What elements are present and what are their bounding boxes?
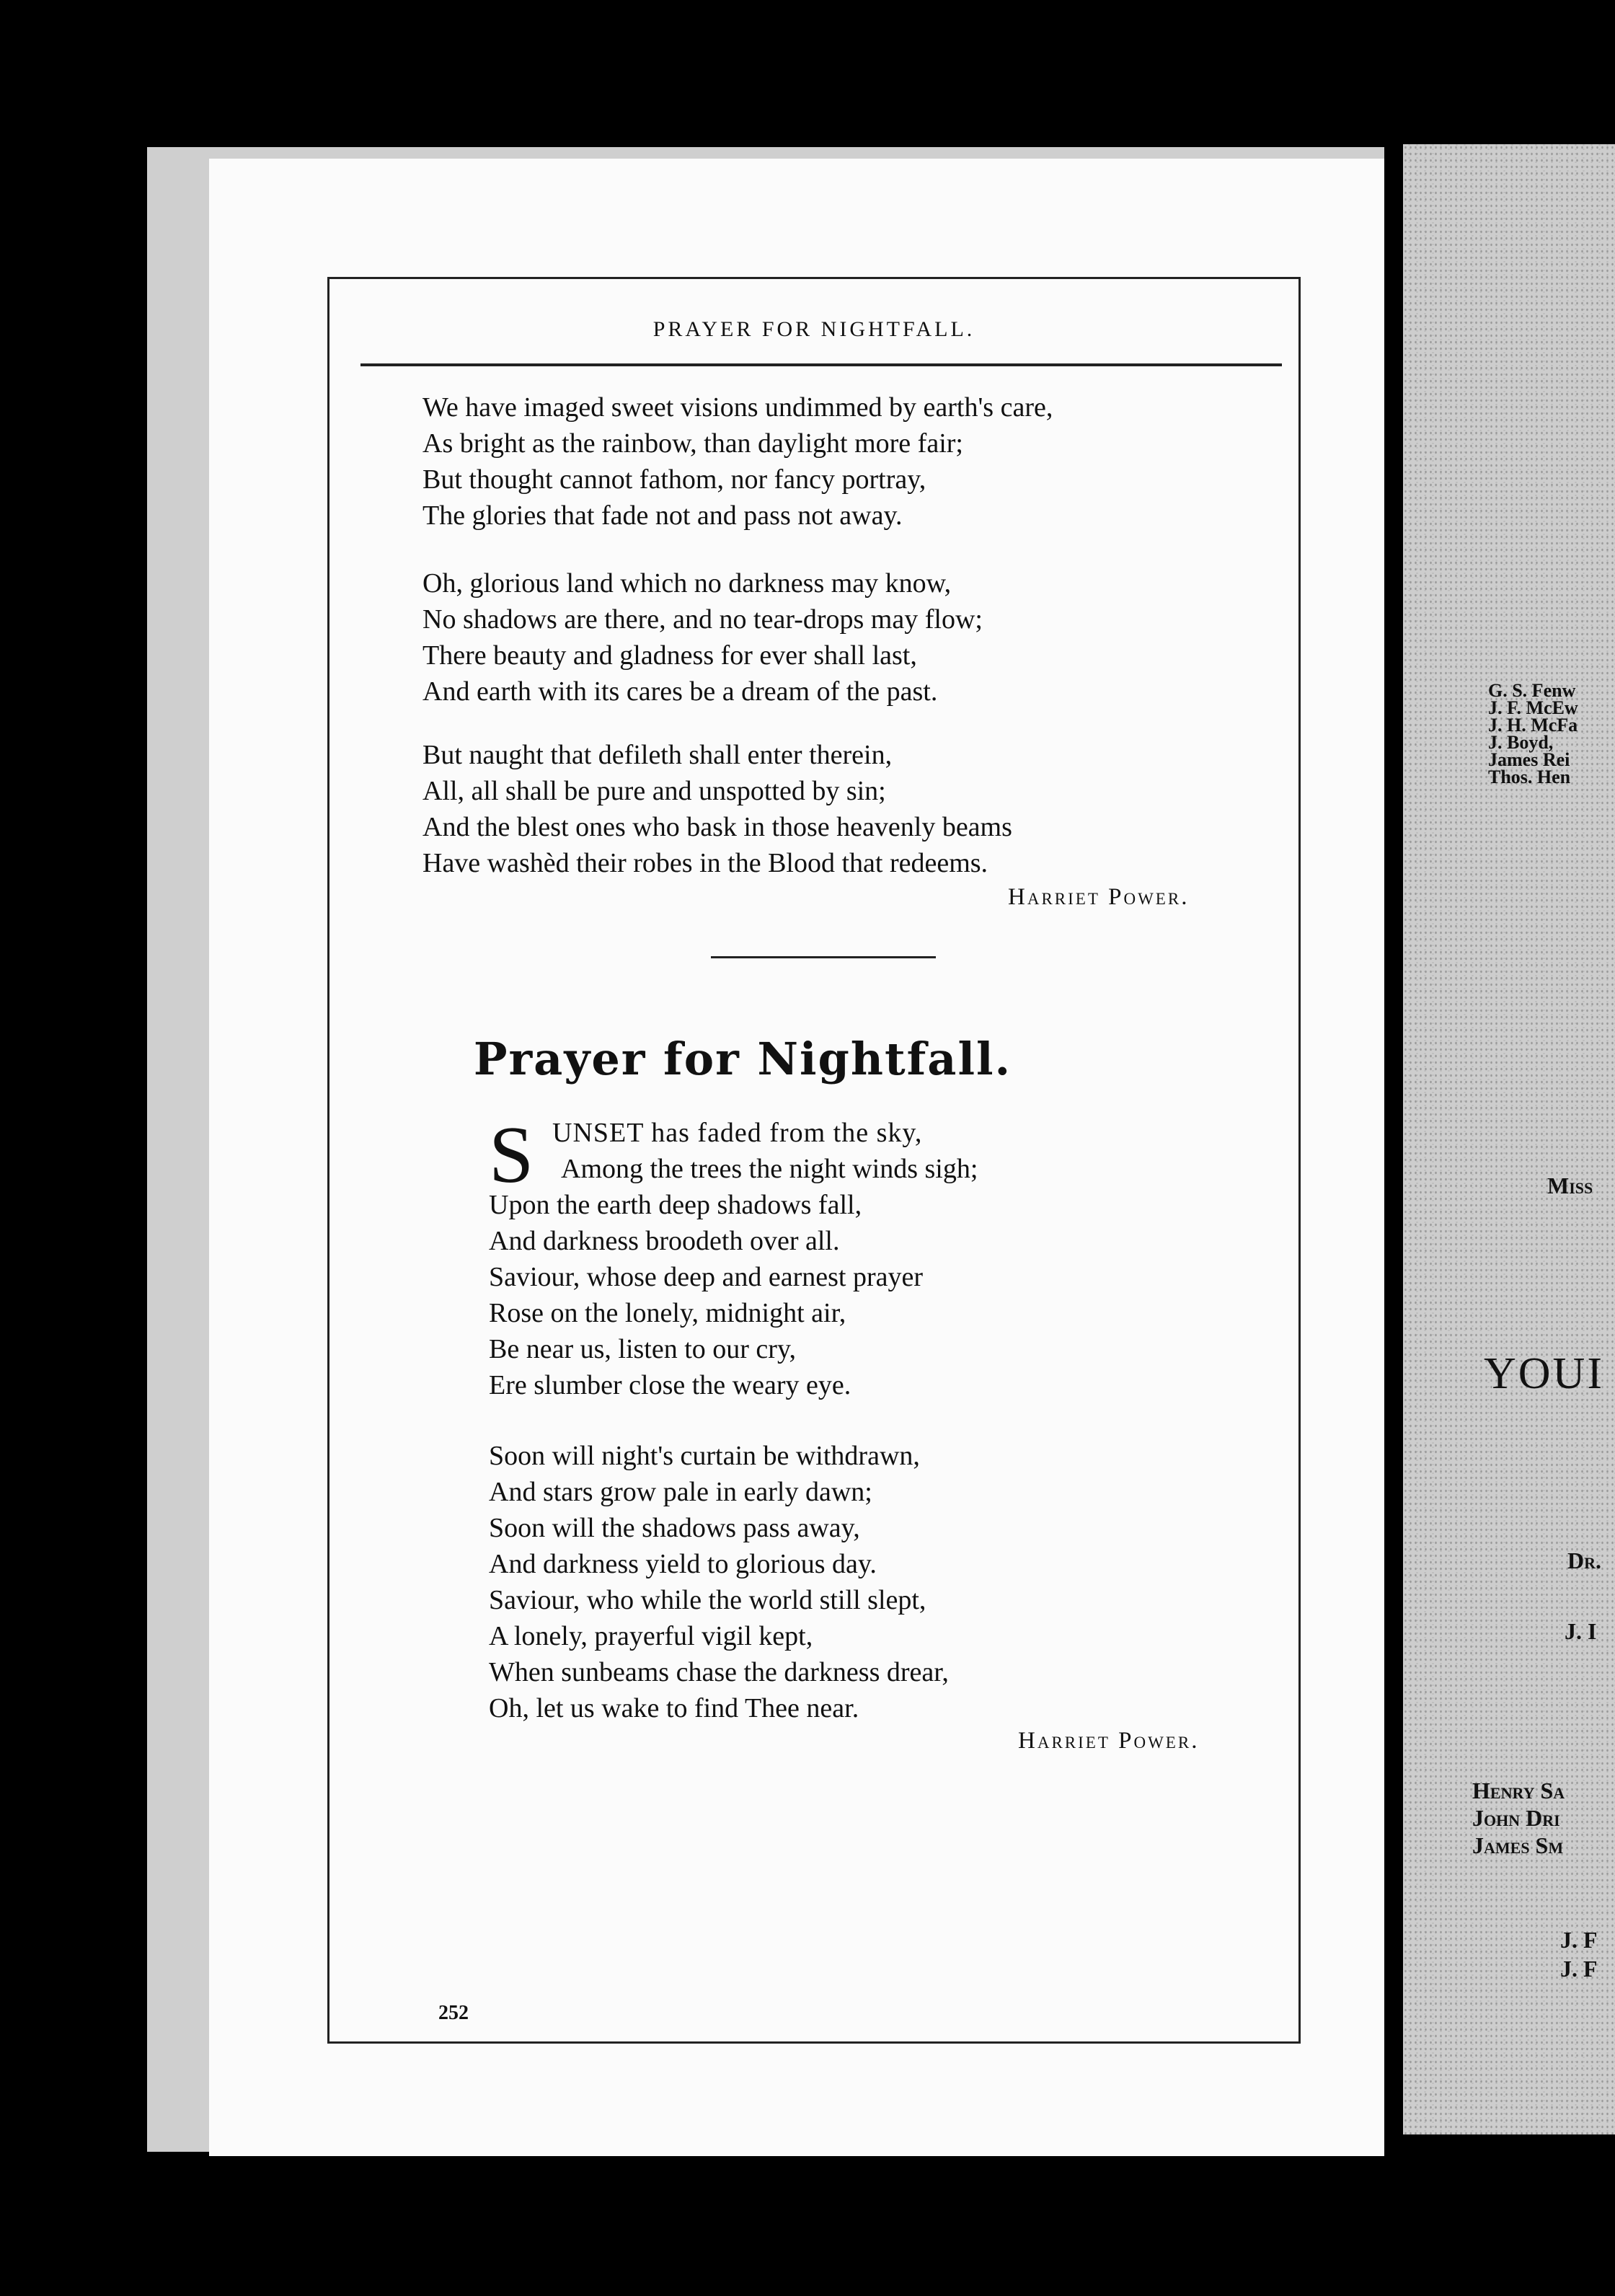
poem2-stanza-1 xyxy=(489,1187,923,1403)
page-number: 252 xyxy=(438,2002,469,2024)
poem-line: But naught that defileth shall enter therein, xyxy=(422,740,893,770)
poem-line: All, all shall be pure and unspotted by sin; xyxy=(422,776,886,806)
list-item: J. H. McFa xyxy=(1488,715,1578,736)
head-rule xyxy=(360,363,1282,366)
poem-line: Oh, glorious land which no darkness may know, xyxy=(422,568,952,599)
poem-line: When sunbeams chase the darkness drear, xyxy=(489,1657,949,1687)
list-item: J. F xyxy=(1560,1956,1598,1982)
poem1-stanza-2 xyxy=(422,565,983,710)
opposite-dr: Dr. xyxy=(1567,1547,1601,1573)
list-item: Thos. Hen xyxy=(1488,767,1571,787)
list-item: G. S. Fenw xyxy=(1488,680,1576,701)
section-divider xyxy=(711,956,936,958)
poem-line: Be near us, listen to our cry, xyxy=(489,1334,796,1364)
poem-line: Upon the earth deep shadows fall, xyxy=(489,1190,862,1220)
poem-line: UNSET has faded from the sky, xyxy=(552,1118,923,1148)
poem-line: And darkness yield to glorious day. xyxy=(489,1549,877,1579)
poem-line: Soon will the shadows pass away, xyxy=(489,1513,860,1543)
poem-line: There beauty and gladness for ever shall last, xyxy=(422,640,917,671)
opposite-name-group xyxy=(1560,1925,1598,1983)
list-item: J. F xyxy=(1560,1927,1598,1953)
poem-line: Saviour, who while the world still slept, xyxy=(489,1585,926,1615)
list-item: James Rei xyxy=(1488,749,1570,770)
opposite-j: J. I xyxy=(1565,1618,1597,1644)
poem-line: We have imaged sweet visions undimmed by earth's care, xyxy=(422,392,1053,423)
poem2-title: Prayer for Nightfall. xyxy=(473,1033,1012,1085)
poem-line: But thought cannot fathom, nor fancy portray, xyxy=(422,464,926,495)
poem2-stanza-2 xyxy=(489,1438,949,1726)
poem2-author: Harriet Power. xyxy=(1018,1728,1200,1754)
poem1-stanza-1 xyxy=(422,389,1053,534)
list-item: J. Boyd, xyxy=(1488,732,1554,753)
poem-line: Saviour, whose deep and earnest prayer xyxy=(489,1262,924,1292)
opposite-name-list xyxy=(1488,682,1578,786)
list-item: Henry Sa xyxy=(1472,1778,1565,1803)
poem-line: Ere slumber close the weary eye. xyxy=(489,1370,851,1400)
poem2-first-line xyxy=(552,1115,922,1151)
drop-cap: S xyxy=(489,1111,534,1200)
poem-line: And the blest ones who bask in those heavenly beams xyxy=(422,812,1012,842)
opposite-miss: Miss xyxy=(1547,1173,1593,1198)
poem-line: A lonely, prayerful vigil kept, xyxy=(489,1621,813,1651)
poem-line: And darkness broodeth over all. xyxy=(489,1226,840,1256)
opposite-heading: YOUI xyxy=(1484,1349,1604,1398)
poem-line: Oh, let us wake to find Thee near. xyxy=(489,1693,859,1723)
poem-line: Among the trees the night winds sigh; xyxy=(561,1154,978,1184)
poem1-stanza-3 xyxy=(422,737,1012,881)
poem-line: As bright as the rainbow, than daylight more fair; xyxy=(422,428,963,459)
list-item: James Sm xyxy=(1472,1832,1564,1858)
poem-line: Have washèd their robes in the Blood that redeems. xyxy=(422,848,988,878)
poem2-line-2 xyxy=(561,1151,978,1187)
list-item: John Dri xyxy=(1472,1805,1560,1831)
poem-line: No shadows are there, and no tear-drops may flow; xyxy=(422,604,983,635)
poem-line: And stars grow pale in early dawn; xyxy=(489,1477,872,1507)
poem-line: Soon will night's curtain be withdrawn, xyxy=(489,1441,920,1471)
poem-line: The glories that fade not and pass not away. xyxy=(422,500,903,531)
poem-line: And earth with its cares be a dream of the past. xyxy=(422,676,938,707)
running-head: PRAYER FOR NIGHTFALL. xyxy=(652,317,975,341)
poem1-author: Harriet Power. xyxy=(1008,884,1190,910)
poem-line: Rose on the lonely, midnight air, xyxy=(489,1298,846,1328)
list-item: J. F. McEw xyxy=(1488,697,1578,718)
opposite-name-group xyxy=(1472,1777,1565,1859)
